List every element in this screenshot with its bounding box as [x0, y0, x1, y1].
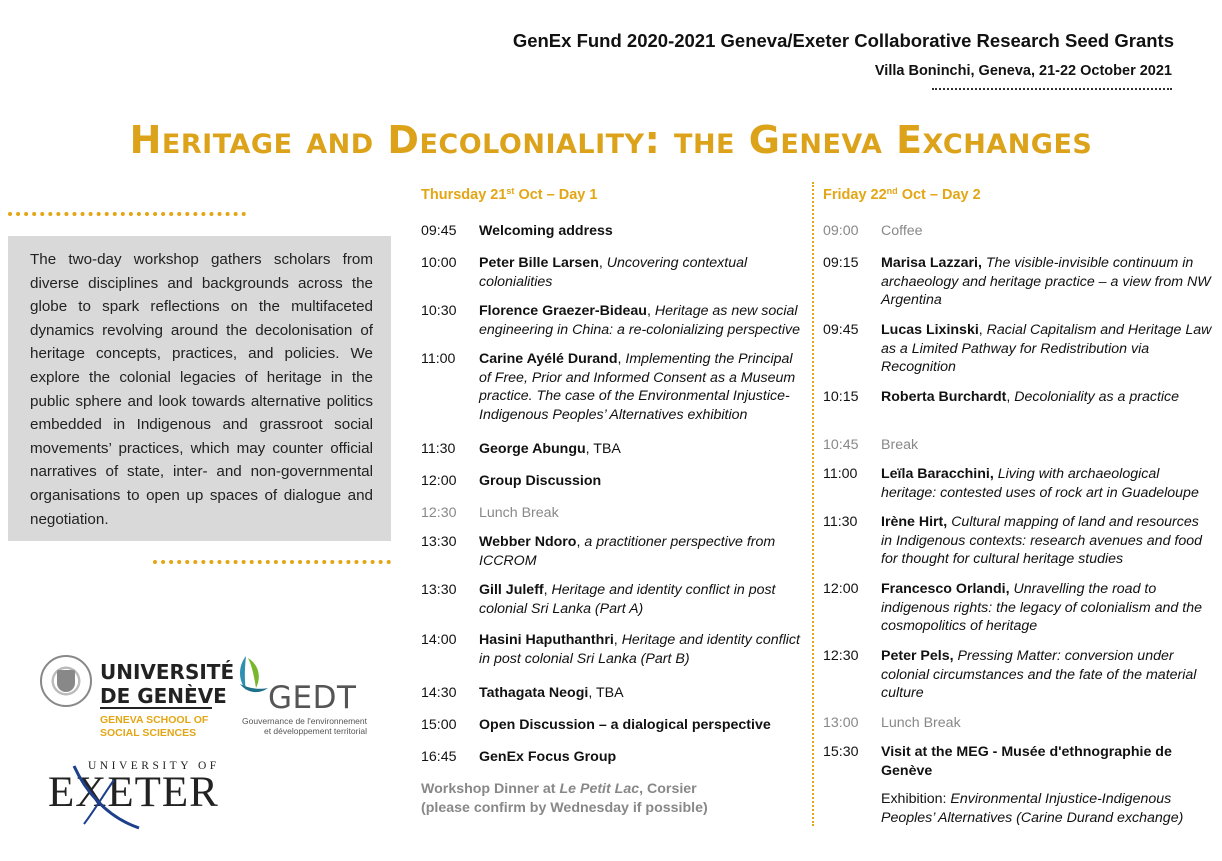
- day1-heading-label: Oct – Day 1: [514, 187, 598, 203]
- session-details: [881, 513, 1213, 569]
- gedt-name: GEDT: [268, 680, 357, 716]
- session-separator: , TBA: [588, 685, 624, 701]
- session-time: 10:00: [421, 255, 457, 271]
- session-details: [479, 222, 806, 241]
- session-time: 15:30: [823, 744, 859, 760]
- session-details: [479, 684, 806, 703]
- session-separator: ,: [978, 322, 987, 338]
- session-speaker: Leïla Baracchini,: [881, 466, 994, 482]
- session-details: [479, 748, 806, 767]
- session-speaker: Visit at the MEG - Musée d'ethnographie de Genève: [881, 744, 1172, 779]
- session-details: [479, 302, 806, 339]
- day1-heading: [421, 186, 806, 222]
- session-time: 12:30: [421, 505, 457, 521]
- session-time: 09:45: [421, 223, 457, 239]
- session-details: [881, 790, 1213, 827]
- session-time: 13:30: [421, 582, 457, 598]
- session-speaker: Peter Bille Larsen: [479, 255, 599, 271]
- session-details: [479, 631, 806, 668]
- dinner-text: Workshop Dinner at: [421, 781, 560, 797]
- gedt-subtitle: [237, 716, 367, 736]
- session-separator: Lunch Break: [479, 505, 559, 521]
- session-separator: ,: [598, 255, 607, 271]
- session-speaker: George Abungu: [479, 441, 586, 457]
- session-details: [881, 647, 1213, 703]
- exeter-name: EXETER: [48, 769, 219, 816]
- session-time: 14:00: [421, 632, 457, 648]
- session-separator: ,: [646, 303, 655, 319]
- unige-name-line1: UNIVERSITÉ: [100, 660, 235, 684]
- session-speaker: Webber Ndoro: [479, 534, 577, 550]
- exeter-university-of: UNIVERSITY OF: [88, 760, 220, 772]
- dinner-note: [421, 780, 708, 818]
- session-details: [881, 436, 1213, 455]
- dinner-confirm: (please confirm by Wednesday if possible): [421, 800, 708, 816]
- unige-seal-icon: [40, 655, 92, 707]
- session-time: 12:30: [823, 648, 859, 664]
- dinner-place: Le Petit Lac: [559, 781, 640, 797]
- session-time: 09:00: [823, 223, 859, 239]
- session-speaker: Roberta Burchardt: [881, 389, 1007, 405]
- session-time: 10:15: [823, 389, 859, 405]
- session-details: [881, 321, 1213, 377]
- session-details: [479, 254, 806, 291]
- session-speaker: Francesco Orlandi,: [881, 581, 1010, 597]
- gold-divider-bottom: [153, 560, 391, 564]
- session-separator: ,: [576, 534, 585, 550]
- gedt-subtitle-line2: et développement territorial: [263, 726, 367, 736]
- session-talk-title: a practitioner perspective from ICCROM: [479, 534, 776, 569]
- session-time: 12:00: [421, 473, 457, 489]
- session-details: [881, 388, 1213, 407]
- session-separator: ,: [1006, 389, 1015, 405]
- session-speaker: Peter Pels,: [881, 648, 954, 664]
- session-talk-title: Pressing Matter: conversion under colonial circumstances and the fate of the material culture: [881, 648, 1197, 702]
- intro-paragraph: The two-day workshop gathers scholars from diverse disciplines and backgrounds across the globe to spark reflections on the multifaceted dynamics revolving around the decolonisation of heritage concepts, practices, and policies. We explore the colonial legacies of heritage in the public sphere and look towards alternative politics embedded in Indigenous and grassroot social movements’ practices, which may counter official narratives of state, inter- and non-governmental organisations to open up spaces of dialogue and negotiation.: [8, 236, 391, 541]
- dinner-location: , Corsier: [639, 781, 697, 797]
- session-talk-title: Heritage and identity conflict in post colonial Sri Lanka (Part A): [479, 582, 776, 617]
- session-time: 16:45: [421, 749, 457, 765]
- session-speaker: Group Discussion: [479, 473, 602, 489]
- day1-programme: [421, 186, 806, 816]
- session-speaker: GenEx Focus Group: [479, 749, 617, 765]
- session-details: [881, 222, 1213, 241]
- session-separator: ,: [613, 632, 622, 648]
- session-talk-title: Implementing the Principal of Free, Prior and Informed Consent as a Museum practice. The case of the Environmental Injustice-Indigenous Peoples’ Alternatives exhibition: [479, 351, 796, 424]
- session-details: [479, 440, 806, 459]
- day2-heading-date: Friday 22: [823, 187, 887, 203]
- session-talk-title: Heritage as new social engineering in China: a re-colonializing perspective: [479, 303, 800, 338]
- session-speaker: Carine Ayélé Durand: [479, 351, 618, 367]
- exeter-logo: [44, 758, 224, 833]
- session-time: 14:30: [421, 685, 457, 701]
- session-separator: , TBA: [585, 441, 621, 457]
- session-details: [881, 254, 1213, 310]
- session-speaker: Tathagata Neogi: [479, 685, 589, 701]
- session-separator: Break: [881, 437, 919, 453]
- unige-name-line2: DE GENÈVE: [100, 684, 227, 708]
- session-speaker: Florence Graezer-Bideau: [479, 303, 647, 319]
- session-time: 12:00: [823, 581, 859, 597]
- dinner-line: [421, 780, 708, 799]
- session-details: [479, 472, 806, 491]
- session-talk-title: Heritage and identity conflict in post colonial Sri Lanka (Part B): [479, 632, 800, 667]
- session-separator: ,: [617, 351, 626, 367]
- session-talk-title: Environmental Injustice-Indigenous Peoples’ Alternatives (Carine Durand exchange): [881, 791, 1184, 826]
- session-time: 11:00: [421, 351, 456, 367]
- session-talk-title: Decoloniality as a practice: [1014, 389, 1180, 405]
- partner-logos: [38, 650, 388, 840]
- header-divider: [932, 88, 1172, 90]
- session-speaker: Irène Hirt,: [881, 514, 948, 530]
- session-details: [881, 580, 1213, 636]
- session-time: 11:00: [823, 466, 858, 482]
- day2-heading-suffix: nd: [886, 186, 898, 196]
- unige-school: [100, 714, 208, 740]
- session-details: [881, 465, 1213, 502]
- session-speaker: Hasini Haputhanthri: [479, 632, 614, 648]
- unige-logo: [38, 650, 235, 740]
- session-separator: Coffee: [881, 223, 923, 239]
- session-talk-title: Cultural mapping of land and resources in Indigenous contexts: research avenues and food for thought for cultural heritage studies: [881, 514, 1203, 568]
- day1-heading-suffix: st: [506, 186, 515, 196]
- session-talk-title: Unravelling the road to indigenous rights: the legacy of colonialism and the cosmopolitics of heritage: [881, 581, 1202, 635]
- session-details: [479, 504, 806, 523]
- session-separator: Lunch Break: [881, 715, 961, 731]
- exeter-swoosh-icon: [44, 758, 224, 833]
- session-time: 10:45: [823, 437, 859, 453]
- session-details: [479, 716, 806, 735]
- session-time: 13:00: [823, 715, 859, 731]
- session-details: [881, 714, 1213, 733]
- session-talk-title: Living with archaeological heritage: contested uses of rock art in Guadeloupe: [881, 466, 1199, 501]
- session-separator: ,: [543, 582, 552, 598]
- unige-school-line1: GENEVA SCHOOL OF: [100, 714, 209, 726]
- column-separator: [812, 182, 814, 826]
- venue-date: Villa Boninchi, Geneva, 21-22 October 2021: [874, 63, 1172, 79]
- session-time: 13:30: [421, 534, 457, 550]
- session-details: [479, 581, 806, 618]
- session-speaker: Welcoming address: [479, 223, 613, 239]
- session-time: 09:45: [823, 322, 859, 338]
- session-details: [479, 350, 806, 425]
- session-details: [881, 743, 1213, 780]
- unige-name: [100, 660, 234, 708]
- gedt-logo: [236, 654, 376, 744]
- unige-school-line2: SOCIAL SCIENCES: [100, 727, 197, 739]
- session-speaker: Lucas Lixinski: [881, 322, 979, 338]
- session-talk-title: The visible-invisible continuum in archaeology and heritage practice – a view from NW Argentina: [881, 255, 1211, 309]
- unige-rule: [100, 707, 212, 709]
- session-separator: Exhibition:: [881, 791, 951, 807]
- fund-title: GenEx Fund 2020-2021 Geneva/Exeter Collaborative Research Seed Grants: [512, 30, 1174, 51]
- page-title: Heritage and Decoloniality: the Geneva Exchanges: [129, 118, 1093, 162]
- session-time: 09:15: [823, 255, 859, 271]
- session-talk-title: Uncovering contextual colonialities: [479, 255, 748, 290]
- session-speaker: Marisa Lazzari,: [881, 255, 982, 271]
- session-time: 11:30: [421, 441, 456, 457]
- gold-divider-top: [8, 212, 246, 216]
- session-time: 11:30: [823, 514, 858, 530]
- day2-heading: [823, 186, 1213, 222]
- session-speaker: Gill Juleff: [479, 582, 544, 598]
- gedt-subtitle-line1: Gouvernance de l'environnement: [242, 716, 367, 726]
- session-details: [479, 533, 806, 570]
- day2-heading-label: Oct – Day 2: [897, 187, 981, 203]
- session-time: 10:30: [421, 303, 457, 319]
- session-time: 15:00: [421, 717, 457, 733]
- day2-programme: [823, 186, 1213, 826]
- day1-heading-date: Thursday 21: [421, 187, 507, 203]
- session-talk-title: Racial Capitalism and Heritage Law as a Limited Pathway for Redistribution via Recognition: [881, 322, 1212, 376]
- session-speaker: Open Discussion – a dialogical perspective: [479, 717, 771, 733]
